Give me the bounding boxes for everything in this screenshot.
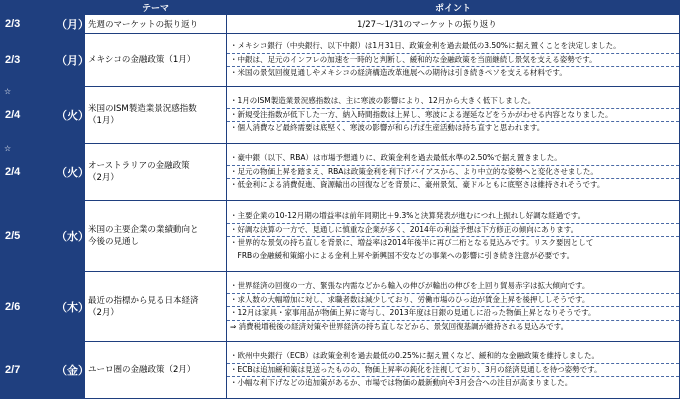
date-cell	[1, 342, 89, 399]
day-of-week: （木）	[56, 300, 89, 314]
day-of-week: （月）	[56, 54, 89, 67]
table-row	[1, 87, 680, 144]
point-line: ・米国の景気回復見通しやメキシコの経済構造改革進展への期待は引き続きペソを支える材料です。	[230, 68, 567, 78]
points-cell	[227, 342, 680, 399]
theme-line: ユーロ圏の金融政策（2月）	[88, 365, 196, 375]
table-row	[1, 15, 680, 34]
theme-line: 最近の指標から見る日本経済	[88, 295, 199, 306]
point-line: ・世界経済の回復の一方、緊張な内需などから輸入の伸びが輸出の伸びを上回り貿易赤字は拡大傾向です。	[227, 280, 679, 294]
day-of-week: （月）	[56, 18, 89, 31]
point-line: ・新規受注指数が低下した一方、納入時間指数は上昇し、寒波による遅延などをうかがわせる内容となりました。	[227, 109, 679, 123]
date-cell	[1, 34, 89, 87]
date-cell	[1, 272, 89, 342]
theme-line: オーストラリアの金融政策	[88, 161, 190, 171]
theme-cell	[85, 272, 227, 342]
date: 2/6	[5, 300, 21, 313]
theme-cell	[85, 34, 227, 87]
date-cell	[1, 201, 89, 272]
theme-line: 先週のマーケットの振り返り	[88, 20, 199, 30]
points-cell	[227, 144, 680, 201]
theme-line: 今後の見通し	[88, 237, 140, 247]
point-line: ・メキシコ銀行（中央銀行、以下中銀）は1月31日、政策金利を過去最低の3.50%に据え置くことを決定しました。	[227, 40, 679, 54]
point-line: ・個人消費など最終需要は底堅く、寒波の影響が和らげば生産活動は持ち直すと思われます。	[230, 123, 545, 133]
points-cell	[227, 272, 680, 342]
point-line: ・欧州中央銀行（ECB）は政策金利を過去最低の0.25%に据え置くなど、緩和的な金融政策を維持しました。	[227, 350, 679, 364]
day-of-week: （火）	[56, 109, 89, 122]
point-line: ・小幅な利下げなどの追加策があるか、市場では物価の最新動向や3月会合への注目が高まりました。	[230, 378, 573, 388]
day-of-week: （火）	[56, 166, 89, 179]
point-line: ・好調な決算の一方で、見通しに慎重な企業が多く、2014年の利益予想は下方修正の傾向にあります。	[227, 224, 679, 238]
point-line: ・求人数の大幅増加に対し、求職者数は減少しており、労働市場のひっ迫が賃金上昇を後押ししそうです。	[227, 294, 679, 308]
star-icon: ☆	[4, 144, 12, 153]
point-line: ・世界的な景気の持ち直しを背景に、増益率は2014年後半に再び二桁となる見込みです。リスク要因として	[230, 238, 594, 247]
star-icon: ☆	[4, 87, 12, 96]
point-line: FRBの金融緩和策縮小による金利上昇や新興国不安などの事業への影響に引き続き注意が必要です。	[230, 250, 575, 260]
point-line: ・主要企業の10-12月期の増益率は前年同期比＋9.3%と決算発表が進むにつれ上振れし好調な経過です。	[227, 210, 679, 224]
point-line: ・豪中銀（以下、RBA）は市場予想通りに、政策金利を過去最低水準の2.50%で据え置きました。	[227, 152, 679, 166]
theme-cell	[85, 342, 227, 399]
table-row	[1, 201, 680, 272]
point-line: ・1月のISM製造業景況感指数は、主に寒波の影響により、12月から大きく低下しました。	[227, 95, 679, 109]
day-of-week: （水）	[56, 230, 89, 243]
points-cell	[227, 15, 680, 34]
header-point: ポイント	[227, 1, 680, 15]
date: 2/5	[5, 230, 21, 242]
points-cell	[227, 201, 680, 272]
header-blank	[1, 1, 85, 15]
date-cell	[1, 87, 89, 144]
theme-line: メキシコの金融政策（1月）	[88, 55, 196, 65]
date-cell	[1, 144, 89, 201]
date: 2/3	[5, 54, 21, 66]
points-cell	[227, 34, 680, 87]
theme-cell	[85, 201, 227, 272]
theme-line: 米国のISM製造業景況感指数	[88, 104, 197, 114]
table-row	[1, 144, 680, 201]
theme-cell	[85, 15, 227, 34]
table-row	[1, 342, 680, 399]
point-line: ・ECBは追加緩和策は見送ったものの、物価上昇率の鈍化を注視しており、3月の経済見通しを待つ姿勢です。	[227, 364, 679, 378]
date: 2/4	[5, 109, 21, 121]
theme-cell	[85, 144, 227, 201]
table-row	[1, 272, 680, 342]
theme-line: （2月）	[88, 173, 119, 183]
header-row	[1, 1, 680, 15]
date: 2/7	[5, 364, 21, 376]
theme-line: （2月）	[88, 307, 119, 318]
date: 2/3	[5, 18, 21, 30]
point-line: ・低金利による消費促進、資源輸出の回復などを背景に、豪州景気、豪ドルともに底堅さは維持されそうです。	[230, 180, 605, 190]
date: 2/4	[5, 166, 21, 178]
theme-line: 米国の主要企業の業績動向と	[88, 225, 199, 235]
theme-line: （1月）	[88, 116, 119, 126]
point-line: ・中銀は、足元のインフレの加速を一時的と判断し、緩和的な金融政策を当面継続し景気を支える姿勢です。	[227, 54, 679, 68]
point-line: ⇒ 消費税増税後の経済対策や世界経済の持ち直しなどから、景気回復基調が維持される見込みです。	[230, 321, 569, 331]
point-line: ・12月は家具・家事用品が物価上昇に寄与し、2013年度は日銀の見通しに沿った物価上昇となりそうです。	[227, 307, 679, 321]
date-cell	[1, 15, 89, 34]
header-theme: テーマ	[85, 1, 227, 15]
theme-cell	[85, 87, 227, 144]
day-of-week: （金）	[56, 364, 89, 377]
table-row	[1, 34, 680, 87]
point-line: ・足元の物価上昇を踏まえ、RBAは政策金利を利下げバイアスから、より中立的な姿勢へと変化させました。	[227, 166, 679, 180]
point-text: 1/27～1/31のマーケットの振り返り	[357, 20, 497, 30]
points-cell	[227, 87, 680, 144]
